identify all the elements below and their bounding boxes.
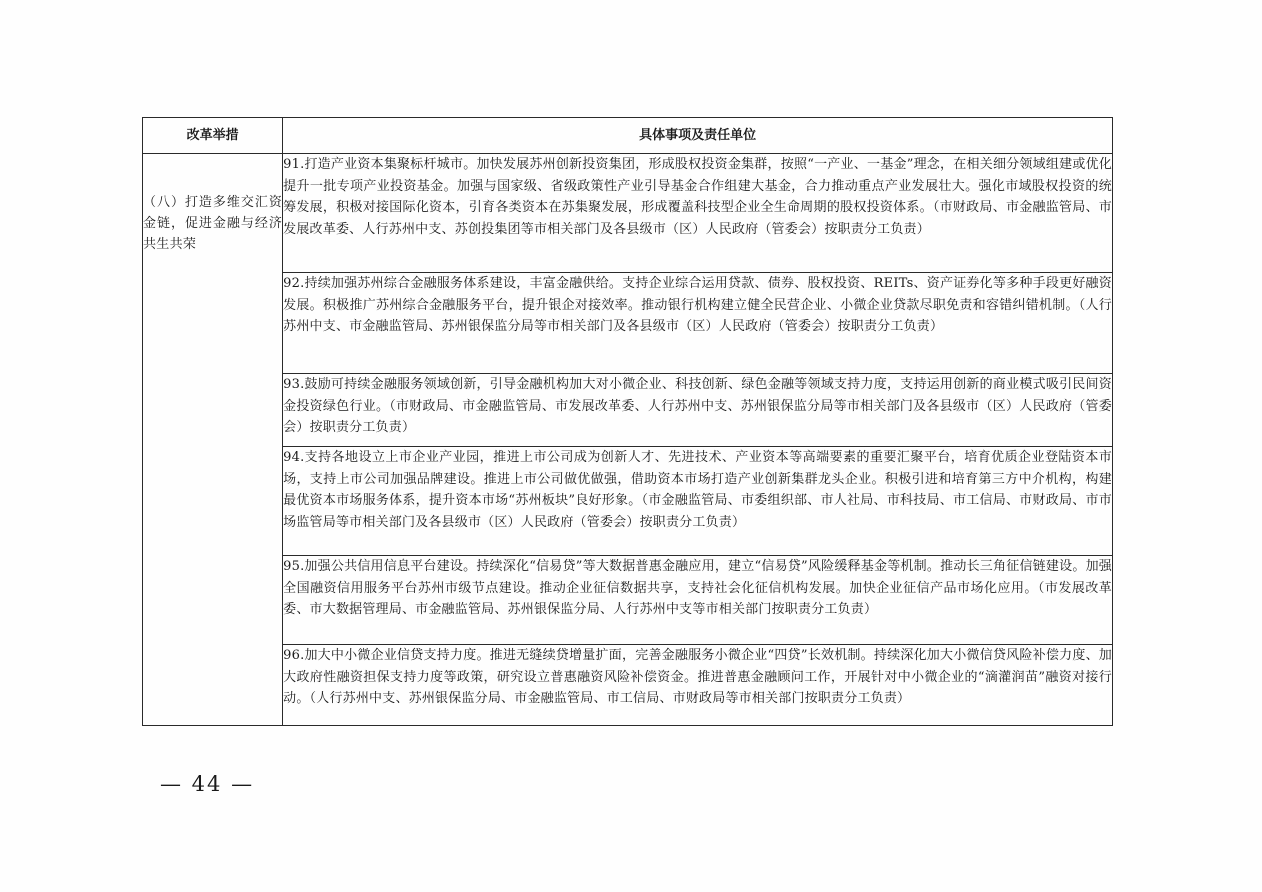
table-row: [143, 154, 1113, 273]
table-row: [143, 556, 1113, 645]
reform-measure-text: （八）打造多维交汇资金链，促进金融与经济共生共荣: [143, 195, 283, 252]
table-row: [143, 447, 1113, 556]
item-text-93: 93.鼓励可持续金融服务领域创新，引导金融机构加大对小微企业、科技创新、绿色金融等领域支持力度，支持运用创新的商业模式吸引民间资金投资绿色行业。（市财政局、市金融监管局、市发展改革委、人行苏州中支、苏州银保监分局等市相关部门及各县级市（区）人民政府（管委会）按职责分工负责）: [283, 377, 1112, 436]
header-specific-items: 具体事项及责任单位: [283, 118, 1113, 154]
item-text-95: 95.加强公共信用信息平台建设。持续深化“信易贷”等大数据普惠金融应用，建立“信易贷”风险缓释基金等机制。推动长三角征信链建设。加强全国融资信用服务平台苏州市级节点建设。推动企业征信数据共享，支持社会化征信机构发展。加快企业征信产品市场化应用。（市发展改革委、市大数据管理局、市金融监管局、苏州银保监分局、人行苏州中支等市相关部门按职责分工负责）: [283, 559, 1112, 618]
item-text-96: 96.加大中小微企业信贷支持力度。推进无缝续贷增量扩面，完善金融服务小微企业“四贷”长效机制。持续深化加大小微信贷风险补偿力度、加大政府性融资担保支持力度等政策，研究设立普惠融资风险补偿资金。推进普惠金融顾问工作，开展针对中小微企业的“滴灌润苗”融资对接行动。（人行苏州中支、苏州银保监分局、市金融监管局、市工信局、市财政局等市相关部门按职责分工负责）: [283, 648, 1112, 707]
table-header-row: [143, 118, 1113, 154]
item-text-91: 91.打造产业资本集聚标杆城市。加快发展苏州创新投资集团，形成股权投资金集群，按照“一产业、一基金”理念，在相关细分领域组建或优化提升一批专项产业投资基金。加强与国家级、省级政策性产业引导基金合作组建大基金，合力推动重点产业发展壮大。强化市域股权投资的统筹发展，积极对接国际化资本，引育各类资本在苏集聚发展，形成覆盖科技型企业全生命周期的股权投资体系。（市财政局、市金融监管局、市发展改革委、人行苏州中支、苏创投集团等市相关部门及各县级市（区）人民政府（管委会）按职责分工负责）: [283, 157, 1112, 237]
item-cell-95: [283, 556, 1113, 645]
reform-measures-table: [142, 117, 1113, 726]
item-text-94: 94.支持各地设立上市企业产业园，推进上市公司成为创新人才、先进技术、产业资本等高端要素的重要汇聚平台，培育优质企业登陆资本市场，支持上市公司加强品牌建设。推进上市公司做优做强，借助资本市场打造产业创新集群龙头企业。积极引进和培育第三方中介机构，构建最优资本市场服务体系，提升资本市场“苏州板块”良好形象。（市金融监管局、市委组织部、市人社局、市科技局、市工信局、市财政局、市市场监管局等市相关部门及各县级市（区）人民政府（管委会）按职责分工负责）: [283, 450, 1112, 530]
item-cell-96: [283, 645, 1113, 726]
item-cell-93: [283, 374, 1113, 447]
header-reform-measure: 改革举措: [143, 118, 283, 154]
table-row: [143, 645, 1113, 726]
item-text-92: 92.持续加强苏州综合金融服务体系建设，丰富金融供给。支持企业综合运用贷款、债券、股权投资、REITs、资产证券化等多种手段更好融资发展。积极推广苏州综合金融服务平台，提升银企对接效率。推动银行机构建立健全民营企业、小微企业贷款尽职免责和容错纠错机制。（人行苏州中支、市金融监管局、苏州银保监分局等市相关部门及各县级市（区）人民政府（管委会）按职责分工负责）: [283, 276, 1112, 335]
item-cell-91: [283, 154, 1113, 273]
table-row: [143, 273, 1113, 374]
page-number: — 44 —: [160, 772, 255, 796]
item-cell-92: [283, 273, 1113, 374]
reform-measure-cell: [143, 154, 283, 726]
table-row: [143, 374, 1113, 447]
item-cell-94: [283, 447, 1113, 556]
